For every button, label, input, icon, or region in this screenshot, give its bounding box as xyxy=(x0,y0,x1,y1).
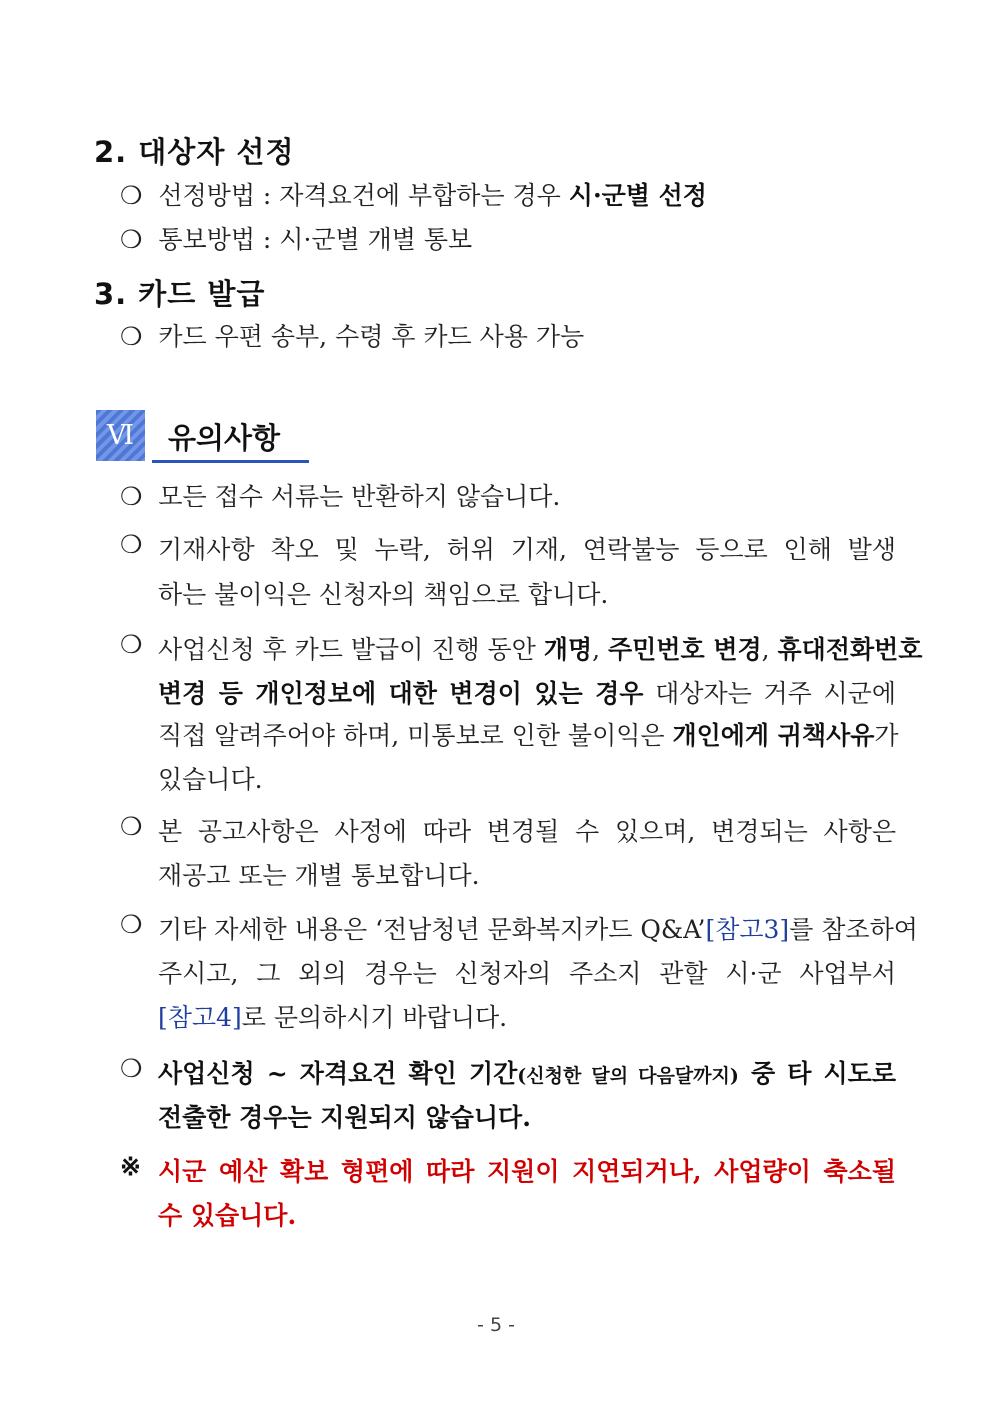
bullet-icon: ❍ xyxy=(120,482,143,511)
note-4-line-1: 본 공고사항은 사정에 따라 변경될 수 있으며, 변경되는 사항은 xyxy=(158,817,896,846)
bullet-icon: ❍ xyxy=(120,181,143,210)
note-3-bold-name: 개명 xyxy=(543,635,593,664)
note-2-line-2: 하는 불이익은 신청자의 책임으로 합니다. xyxy=(158,580,609,609)
section-title-underline xyxy=(152,460,309,463)
note-6-period-note: (신청한 달의 다음달까지) xyxy=(517,1065,739,1087)
bullet-icon: ❍ xyxy=(120,1054,143,1083)
note-3-text: 가 xyxy=(874,721,899,750)
page-number: - 5 - xyxy=(477,1314,515,1336)
card-issue-text: 카드 우편 송부, 수령 후 카드 사용 가능 xyxy=(158,322,585,351)
heading-card: 3. 카드 발급 xyxy=(94,277,266,311)
note-3-text: 사업신청 후 카드 발급이 진행 동안 xyxy=(158,635,544,664)
note-3-line-1 xyxy=(158,630,923,666)
bullet-icon: ❍ xyxy=(120,630,143,659)
warning-line-1: 시군 예산 확보 형편에 따라 지원이 지연되거나, 사업량이 축소될 xyxy=(158,1157,896,1186)
selection-method-text: 선정방법 : 자격요건에 부합하는 경우 xyxy=(158,181,569,210)
note-3-text: 직접 알려주어야 하며, 미통보로 인한 불이익은 xyxy=(158,721,673,750)
note-6-text: 중 타 시도로 xyxy=(738,1059,896,1088)
note-3-bold-id: 주민번호 변경 xyxy=(608,635,762,664)
bullet-icon: ❍ xyxy=(120,530,143,559)
note-5-line-3 xyxy=(158,998,507,1034)
bullet-icon: ❍ xyxy=(120,910,143,939)
note-3-line-2 xyxy=(158,674,896,710)
bullet-icon: ❍ xyxy=(120,225,143,254)
note-6-text: 사업신청 ~ 자격요건 확인 기간 xyxy=(158,1059,518,1088)
note-5-reference-3: [참고3] xyxy=(705,915,790,944)
selection-method xyxy=(120,176,707,212)
note-3-comma: , xyxy=(592,635,609,664)
note-2-line-1: 기재사항 착오 및 누락, 허위 기재, 연락불능 등으로 인해 발생 xyxy=(158,535,896,564)
note-3-bold-liability: 개인에게 귀책사유 xyxy=(672,721,875,750)
note-5-line-1 xyxy=(158,910,918,946)
selection-notice-text: 통보방법 : 시·군별 개별 통보 xyxy=(158,225,473,254)
note-5-text: 로 문의하시기 바랍니다. xyxy=(241,1003,508,1032)
bullet-icon: ❍ xyxy=(120,322,143,351)
note-3-line-3 xyxy=(158,716,899,752)
note-1 xyxy=(120,477,560,513)
note-5-line-2: 주시고, 그 외의 경우는 신청자의 주소지 관할 시·군 사업부서 xyxy=(158,959,896,988)
note-6-line-1 xyxy=(158,1054,896,1090)
bullet-icon: ❍ xyxy=(120,812,143,841)
note-6-line-2: 전출한 경우는 지원되지 않습니다. xyxy=(158,1103,531,1132)
section-title: 유의사항 xyxy=(168,421,281,455)
note-5-text: 를 참조하여 xyxy=(789,915,918,944)
note-3-bold-phone: 휴대전화번호 xyxy=(777,635,923,664)
note-5-text: 기타 자세한 내용은 ‘전남청년 문화복지카드 Q&A’ xyxy=(158,915,706,944)
heading-selection: 2. 대상자 선정 xyxy=(94,135,295,169)
note-5-reference-4: [참고4] xyxy=(158,1003,242,1032)
note-1-text: 모든 접수 서류는 반환하지 않습니다. xyxy=(158,482,561,511)
card-issue xyxy=(120,317,584,353)
note-3-line-4: 있습니다. xyxy=(158,765,263,794)
selection-method-bold: 시·군별 선정 xyxy=(568,181,707,210)
note-3-bold-change: 변경 등 개인정보에 대한 변경이 있는 경우 xyxy=(158,679,644,708)
note-4-line-2: 재공고 또는 개별 통보합니다. xyxy=(158,861,480,890)
note-3-comma: , xyxy=(761,635,778,664)
selection-notice xyxy=(120,220,472,256)
reference-mark-icon: ※ xyxy=(120,1152,141,1181)
warning-line-2: 수 있습니다. xyxy=(158,1201,297,1230)
note-3-text: 대상자는 거주 시군에 xyxy=(643,679,896,708)
section-number-badge: Ⅵ xyxy=(96,410,145,461)
